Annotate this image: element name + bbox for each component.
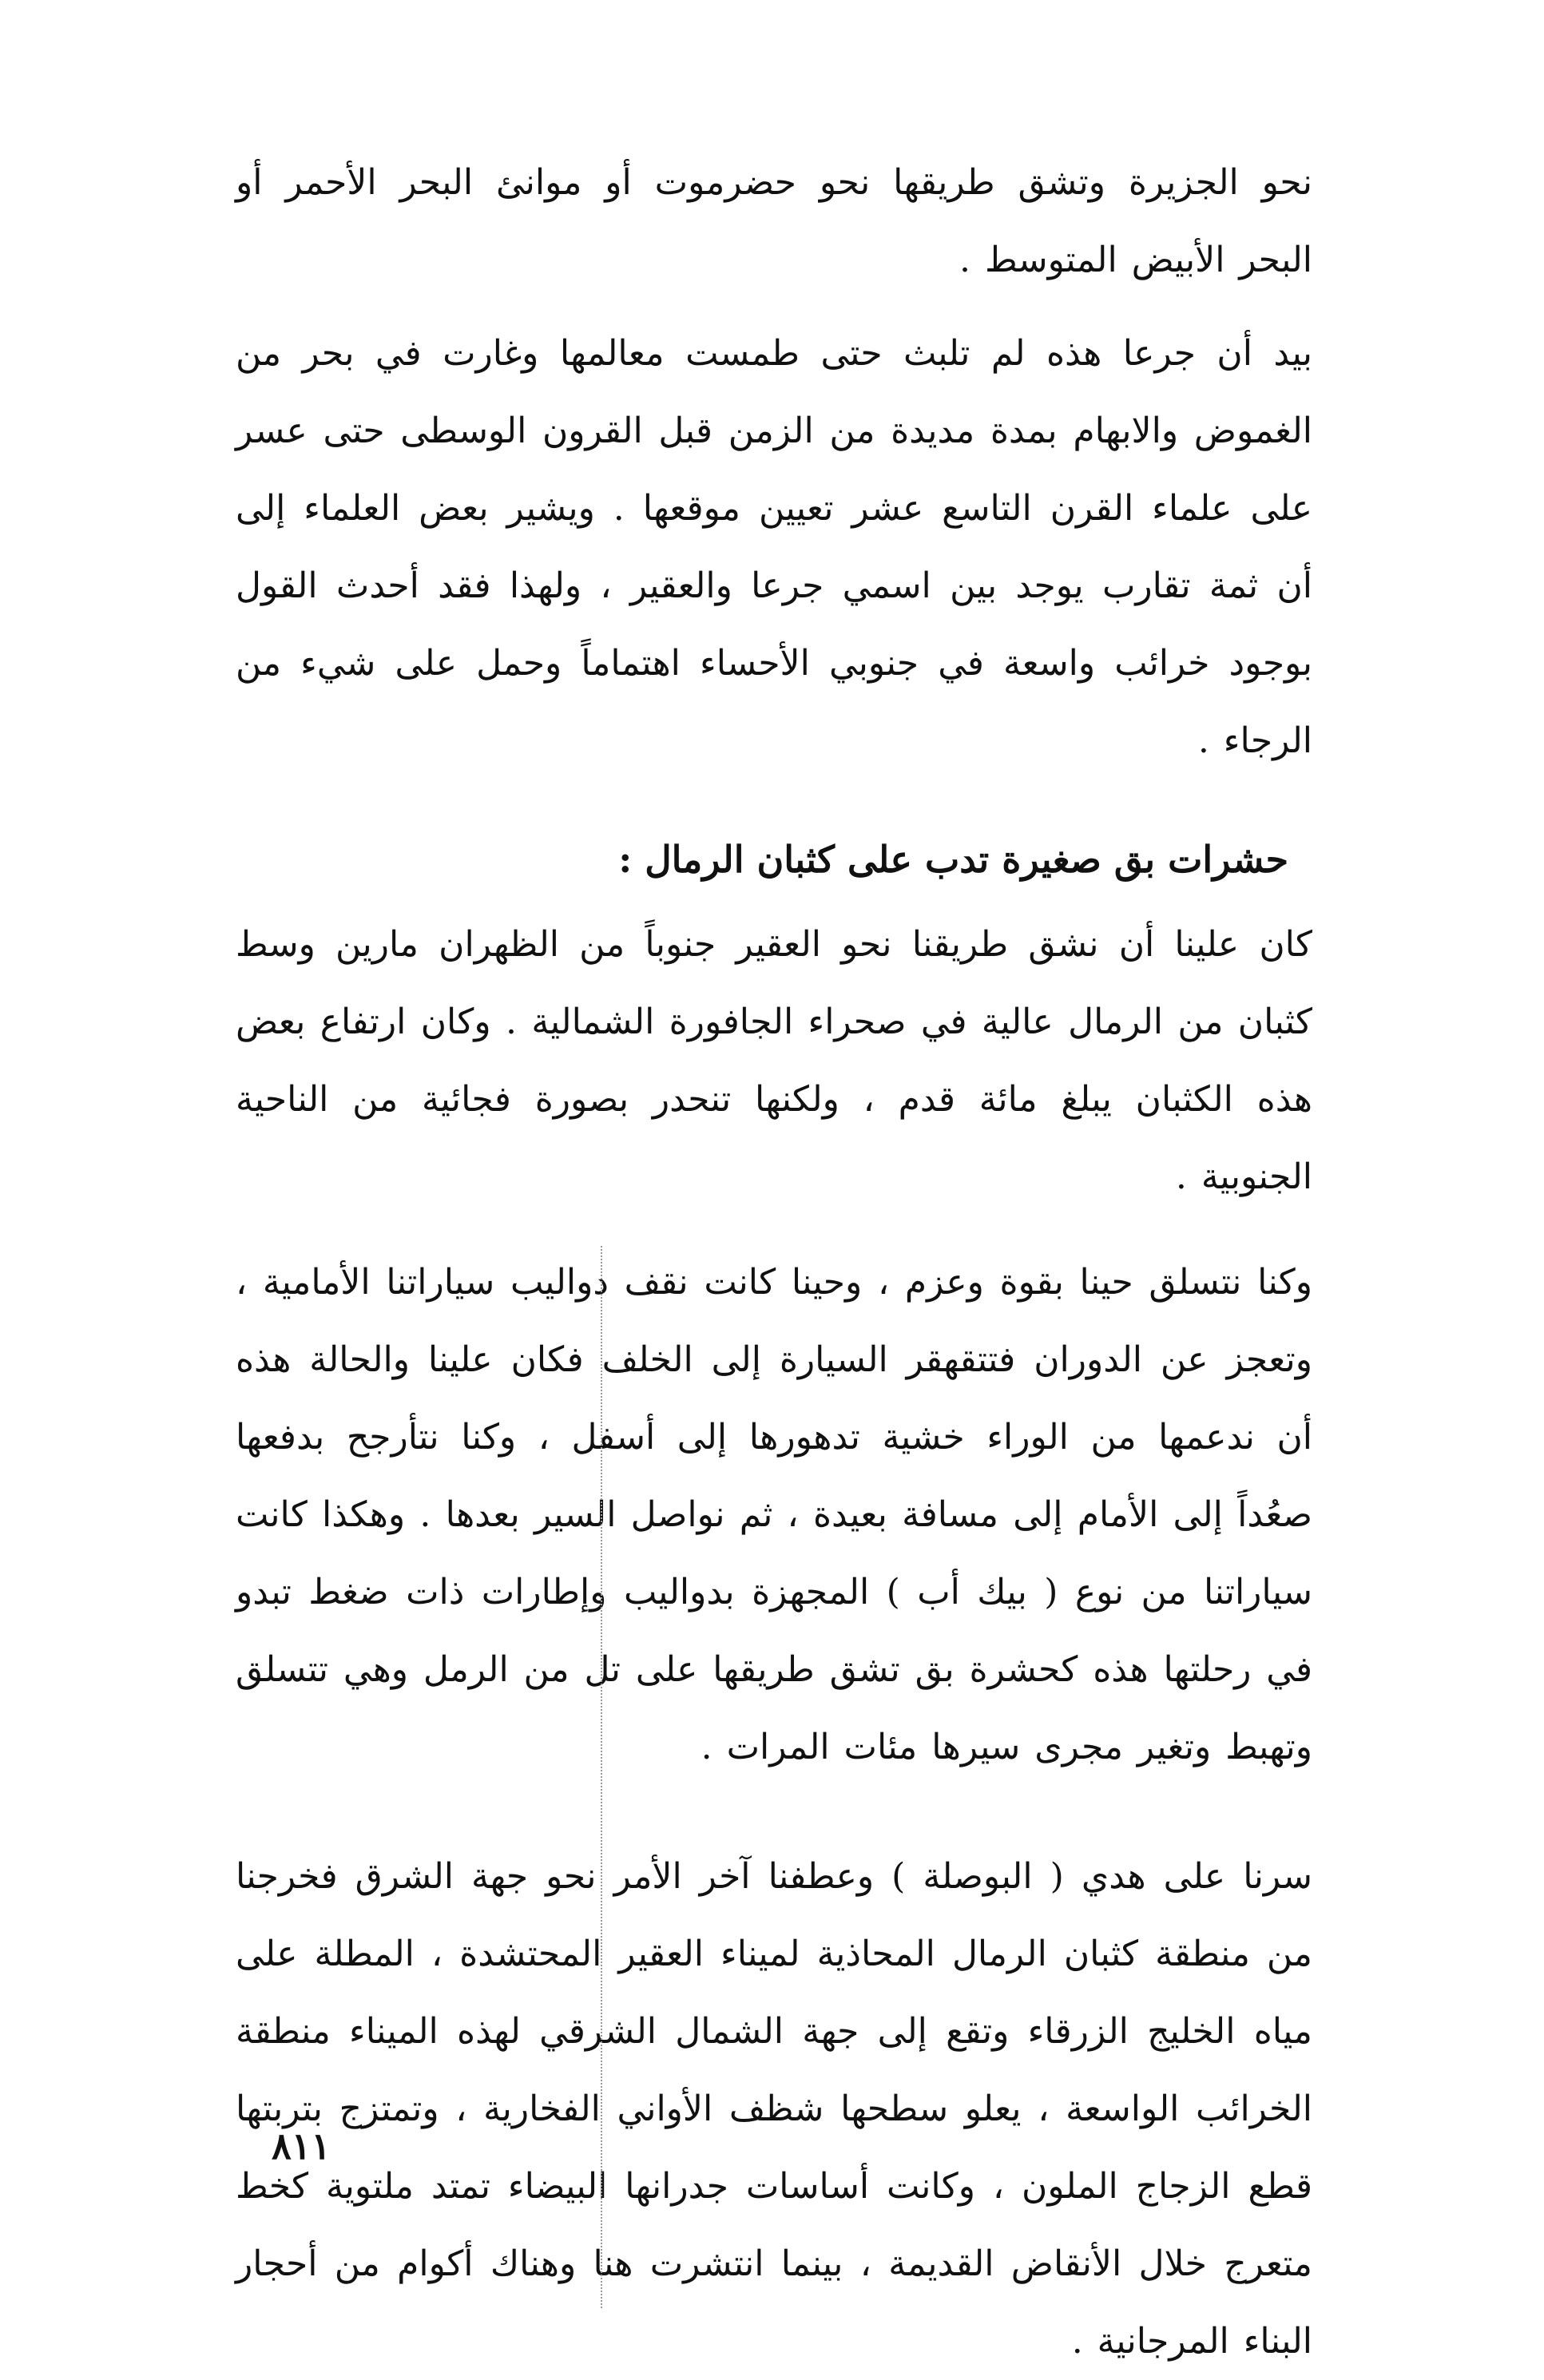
paragraph-continuation: نحو الجزيرة وتشق طريقها نحو حضرموت أو موانئ البحر الأحمر أو البحر الأبيض المتوسط . xyxy=(236,162,1313,280)
page-number: ٨١١ xyxy=(272,2124,331,2168)
section-heading: حشرات بق صغيرة تدب على كثبان الرمال : xyxy=(618,838,1288,881)
page-fold-mark xyxy=(601,1246,602,2308)
paragraph-climbing: وكنا نتسلق حينا بقوة وعزم ، وحينا كانت نقف دواليب سياراتنا الأمامية ، وتعجز عن الدوران فتتقهقر السيارة إلى الخلف فكان علينا والحالة هذه أن ندعمها من الوراء خشية تدهورها إلى أسفل ، وكنا نتأرجح بدفعها صعُداً إلى الأمام إلى مسافة بعيدة ، ثم نواصل السير بعدها . وهكذا كانت سياراتنا من نوع ( بيك أب ) المجهزة بدواليب وإطارات ذات ضغط تبدو في رحلتها هذه كحشرة بق تشق طريقها على تل من الرمل وهي تتسلق وتهبط وتغير مجرى سيرها مئات المرات . xyxy=(236,1262,1312,1767)
body-text xyxy=(236,144,1312,2380)
paragraph-dunes: كان علينا أن نشق طريقنا نحو العقير جنوباً من الظهران مارين وسط كثبان من الرمال عالية في صحراء الجافورة الشمالية . وكان ارتفاع بعض هذه الكثبان يبلغ مائة قدم ، ولكنها تنحدر بصورة فجائية من الناحية الجنوبية . xyxy=(236,924,1312,1197)
paragraph-jara-location: بيد أن جرعا هذه لم تلبث حتى طمست معالمها وغارت في بحر من الغموض والابهام بمدة مديدة من الزمن قبل القرون الوسطى حتى عسر على علماء القرن التاسع عشر تعيين موقعها . ويشير بعض العلماء إلى أن ثمة تقارب يوجد بين اسمي جرعا والعقير ، ولهذا فقد أحدث القول بوجود خرائب واسعة في جنوبي الأحساء اهتماماً وحمل على شيء من الرجاء . xyxy=(236,333,1312,761)
paragraph-ruins: سرنا على هدي ( البوصلة ) وعطفنا آخر الأمر نحو جهة الشرق فخرجنا من منطقة كثبان الرمال المحاذية لميناء العقير المحتشدة ، المطلة على مياه الخليج الزرقاء وتقع إلى جهة الشمال الشرقي لهذه الميناء منطقة الخرائب الواسعة ، يعلو سطحها شظف الأواني الفخارية ، وتمتزج بتربتها قطع الزجاج الملون ، وكانت أساسات جدرانها البيضاء تمتد ملتوية كخط متعرج خلال الأنقاض القديمة ، بينما انتشرت هنا وهناك أكوام من أحجار البناء المرجانية . xyxy=(236,1856,1312,2362)
